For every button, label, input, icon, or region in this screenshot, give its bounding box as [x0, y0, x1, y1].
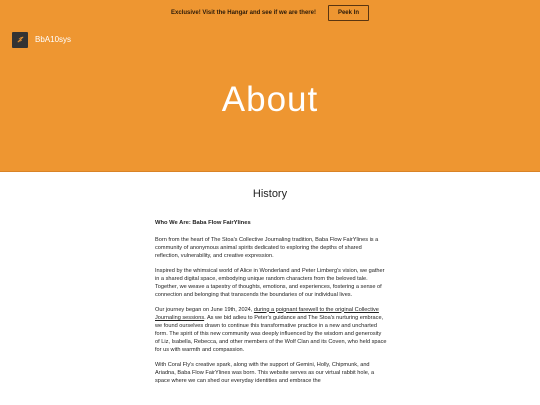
hero-divider	[0, 171, 540, 172]
farewell-link[interactable]: during a poignant farewell to the original Collective Journaling sessions	[155, 306, 379, 321]
article-paragraph: With Coral Fly's creative spark, along with the support of Gemini, Holly, Chipmunk, and Ariadna, Baba Flow FairYlines was born. This website serves as our virtual rabbit hole, a space where we can shed our everyday identities and embrace the	[155, 361, 375, 384]
page-title: About	[221, 80, 319, 119]
hero-header	[0, 0, 540, 171]
feather-icon	[16, 31, 25, 49]
article-heading: Who We Are: Baba Flow FairYlines	[155, 220, 251, 226]
site-nav	[12, 31, 71, 48]
announcement-bar	[0, 0, 540, 26]
announcement-text: Exclusive! Visit the Hangar and see if we are there!	[171, 10, 316, 16]
peek-in-button[interactable]: Peek In	[328, 5, 369, 21]
paragraph-text: Our journey began on June 19th, 2024,	[155, 306, 254, 313]
site-logo[interactable]	[12, 32, 28, 48]
section-title: History	[252, 188, 288, 200]
article-body	[155, 219, 387, 392]
paragraph-text: . As we bid adieu to Peter's guidance and The Stoa's nurturing embrace, we found ourselves drawn to continue this transformative practice in a new and uncharted form. The spirit of this new community was deeply influenced by the wisdom and generosity of Liz, Isabella, Rebecca, and other members of the Wolf Clan and its Coven, who held space for us with warmth and compassion.	[155, 314, 387, 354]
article-paragraph	[155, 306, 387, 355]
site-name[interactable]: BbA10sys	[35, 35, 72, 44]
article-paragraph: Inspired by the whimsical world of Alice in Wonderland and Peter Limberg's vision, we gather in a shared digital space, embodying unique random characters from the beloved tale. Together, we weave a tapestry of thoughts, emotions, and experiences, fostering a sense of connection and belonging that transcends the boundaries of our individual lives.	[155, 267, 385, 299]
article-paragraph: Born from the heart of The Stoa's Collective Journaling tradition, Baba Flow FairYlines is a community of anonymous animal spirits dedicated to exploring the depths of shared reflection, vulnerability, and creative expression.	[155, 237, 379, 260]
